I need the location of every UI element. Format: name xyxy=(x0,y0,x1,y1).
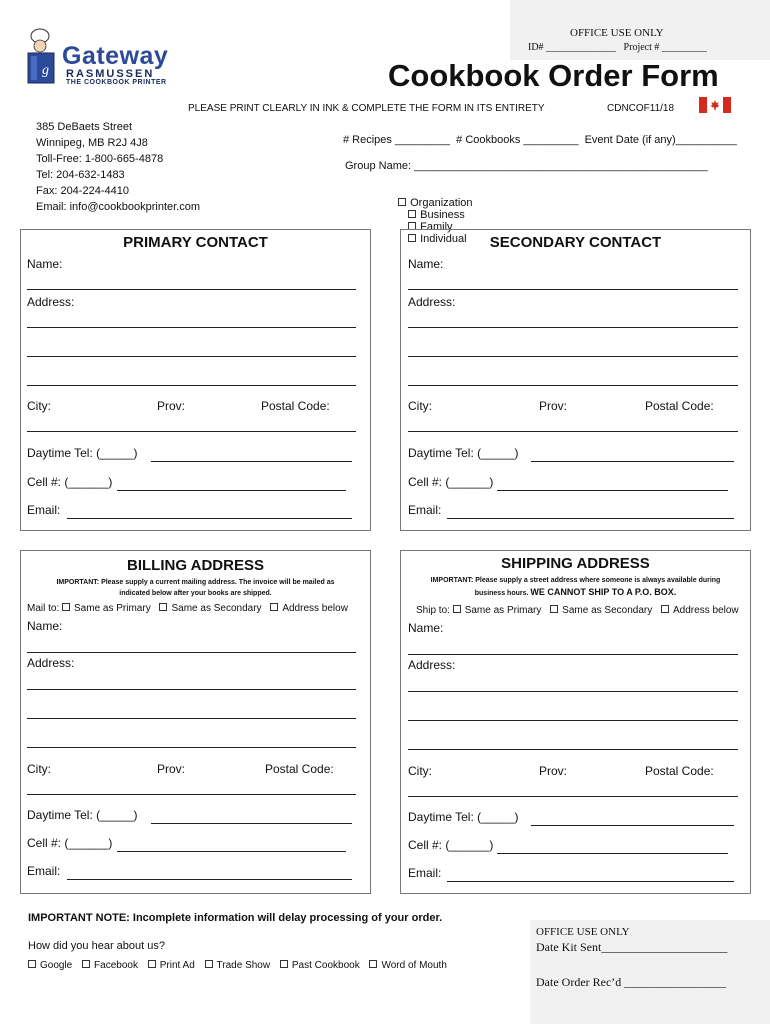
shipping-ship-to-options: Ship to: Same as Primary Same as Secondary Address below xyxy=(416,605,739,616)
checkbox-icon xyxy=(62,603,70,611)
secondary-contact-section xyxy=(400,229,751,531)
office-use-fields: ID# ______________ Project # _________ xyxy=(528,42,707,53)
checkbox-icon xyxy=(270,603,278,611)
secondary-name-field[interactable] xyxy=(408,289,738,290)
shipping-address-line2[interactable] xyxy=(408,720,738,721)
hear-google-checkbox[interactable]: Google xyxy=(28,960,72,971)
checkbox-icon xyxy=(661,605,669,613)
shipping-cell-field[interactable] xyxy=(497,853,728,854)
shipping-address-section xyxy=(400,550,751,894)
billing-daytime-field[interactable] xyxy=(151,823,352,824)
address-email: Email: info@cookbookprinter.com xyxy=(36,201,201,213)
form-instructions: PLEASE PRINT CLEARLY IN INK & COMPLETE THE FORM IN ITS ENTIRETY xyxy=(188,103,545,114)
hear-trade-show-checkbox[interactable]: Trade Show xyxy=(205,960,271,971)
address-tollfree: Toll-Free: 1-800-665-4878 xyxy=(36,153,164,165)
billing-email-label: Email: xyxy=(27,864,61,878)
secondary-address-label: Address: xyxy=(408,295,456,309)
primary-cell-label: Cell #: (______) xyxy=(27,475,113,489)
billing-address-line2[interactable] xyxy=(27,718,356,719)
svg-text:g: g xyxy=(42,63,49,78)
secondary-email-field[interactable] xyxy=(447,518,734,519)
date-kit-sent-field: Date Kit Sent_____________________ xyxy=(536,940,728,954)
form-title: Cookbook Order Form xyxy=(388,58,719,93)
shipping-same-secondary-checkbox[interactable]: Same as Secondary xyxy=(550,605,652,616)
logo-tagline: THE COOKBOOK PRINTER xyxy=(66,79,167,86)
secondary-cell-field[interactable] xyxy=(497,490,728,491)
form-code: CDNCOF11/18 xyxy=(607,103,675,114)
billing-title: BILLING ADDRESS xyxy=(127,557,264,574)
shipping-title: SHIPPING ADDRESS xyxy=(501,555,650,572)
hear-facebook-checkbox[interactable]: Facebook xyxy=(82,960,138,971)
billing-name-field[interactable] xyxy=(27,652,356,653)
office-use-title: OFFICE USE ONLY xyxy=(570,27,664,39)
date-order-received-field: Date Order Rec’d _________________ xyxy=(536,975,727,989)
billing-cell-field[interactable] xyxy=(117,851,346,852)
secondary-email-label: Email: xyxy=(408,503,442,517)
billing-note-line2: indicated below after your books are shipped. xyxy=(119,590,272,597)
group-name-line[interactable]: Group Name: ________________________________________________ xyxy=(345,160,708,172)
shipping-address-line3[interactable] xyxy=(408,749,738,750)
secondary-city-label: City: xyxy=(408,399,432,413)
checkbox-icon xyxy=(82,960,90,968)
shipping-note-line1: IMPORTANT: Please supply a street address where someone is always available during xyxy=(430,577,721,584)
shipping-name-field[interactable] xyxy=(408,654,738,655)
billing-postal-label: Postal Code: xyxy=(265,762,334,776)
billing-city-label: City: xyxy=(27,762,51,776)
primary-cell-field[interactable] xyxy=(117,490,346,491)
canada-flag-icon xyxy=(699,97,731,113)
shipping-email-label: Email: xyxy=(408,866,442,880)
company-address xyxy=(36,119,200,215)
secondary-address-line3[interactable] xyxy=(408,385,738,386)
chef-book-icon xyxy=(22,26,62,86)
shipping-city-label: City: xyxy=(408,764,432,778)
primary-email-label: Email: xyxy=(27,503,61,517)
primary-address-line1[interactable] xyxy=(27,327,356,328)
secondary-daytime-label: Daytime Tel: (_____) xyxy=(408,446,519,460)
shipping-prov-label: Prov: xyxy=(539,764,568,778)
secondary-prov-label: Prov: xyxy=(539,399,568,413)
secondary-contact-title: SECONDARY CONTACT xyxy=(489,234,662,251)
logo-brand-sub: RASMUSSEN xyxy=(66,68,155,80)
secondary-daytime-field[interactable] xyxy=(531,461,734,462)
shipping-po-box-warning: WE CANNOT SHIP TO A P.O. BOX. xyxy=(530,587,677,597)
checkbox-icon xyxy=(550,605,558,613)
shipping-address-line1[interactable] xyxy=(408,691,738,692)
billing-name-label: Name: xyxy=(27,619,63,633)
shipping-address-label: Address: xyxy=(408,658,456,672)
type-individual-checkbox[interactable]: Individual xyxy=(408,233,466,245)
billing-daytime-label: Daytime Tel: (_____) xyxy=(27,808,138,822)
primary-email-field[interactable] xyxy=(67,518,352,519)
billing-email-field[interactable] xyxy=(67,879,352,880)
hear-about-us-options xyxy=(28,960,454,971)
checkbox-icon xyxy=(453,605,461,613)
secondary-name-label: Name: xyxy=(408,257,444,271)
logo-brand-name: Gateway xyxy=(62,42,169,70)
primary-address-label: Address: xyxy=(27,295,75,309)
office-use-bottom xyxy=(530,920,770,1024)
billing-city-field[interactable] xyxy=(27,794,356,795)
primary-contact-title: PRIMARY CONTACT xyxy=(123,234,268,251)
billing-address-line3[interactable] xyxy=(27,747,356,748)
hear-past-cookbook-checkbox[interactable]: Past Cookbook xyxy=(280,960,360,971)
shipping-daytime-field[interactable] xyxy=(531,825,734,826)
primary-address-line3[interactable] xyxy=(27,385,356,386)
shipping-email-field[interactable] xyxy=(447,881,734,882)
primary-postal-label: Postal Code: xyxy=(261,399,330,413)
billing-mail-to-options: Mail to: Same as Primary Same as Secondary Address below xyxy=(27,603,348,614)
order-counts-line[interactable]: # Recipes _________ # Cookbooks _________ Event Date (if any)__________ xyxy=(343,134,737,146)
checkbox-icon xyxy=(159,603,167,611)
office-use-bottom-title: OFFICE USE ONLY xyxy=(536,926,630,938)
billing-note-line1: IMPORTANT: Please supply a current mailing address. The invoice will be mailed as xyxy=(56,579,335,586)
primary-name-label: Name: xyxy=(27,257,63,271)
checkbox-icon xyxy=(148,960,156,968)
checkbox-icon xyxy=(28,960,36,968)
company-logo xyxy=(22,26,192,88)
shipping-address-below-checkbox[interactable]: Address below xyxy=(661,605,739,616)
billing-cell-label: Cell #: (______) xyxy=(27,836,113,850)
primary-daytime-field[interactable] xyxy=(151,461,352,462)
hear-print-ad-checkbox[interactable]: Print Ad xyxy=(148,960,195,971)
secondary-address-line2[interactable] xyxy=(408,356,738,357)
primary-city-field[interactable] xyxy=(27,431,356,432)
checkbox-icon xyxy=(398,198,406,206)
address-street: 385 DeBaets Street xyxy=(36,121,133,133)
primary-daytime-label: Daytime Tel: (_____) xyxy=(27,446,138,460)
checkbox-icon xyxy=(408,210,416,218)
billing-prov-label: Prov: xyxy=(157,762,186,776)
type-business-checkbox[interactable]: Business xyxy=(408,209,465,221)
shipping-city-field[interactable] xyxy=(408,796,738,797)
shipping-name-label: Name: xyxy=(408,621,444,635)
secondary-address-line1[interactable] xyxy=(408,327,738,328)
primary-city-label: City: xyxy=(27,399,51,413)
primary-name-field[interactable] xyxy=(27,289,356,290)
secondary-cell-label: Cell #: (______) xyxy=(408,475,494,489)
primary-address-line2[interactable] xyxy=(27,356,356,357)
checkbox-icon xyxy=(280,960,288,968)
primary-prov-label: Prov: xyxy=(157,399,186,413)
type-family-checkbox[interactable]: Family xyxy=(408,221,452,233)
secondary-city-field[interactable] xyxy=(408,431,738,432)
address-tel: Tel: 204-632-1483 xyxy=(36,169,125,181)
shipping-cell-label: Cell #: (______) xyxy=(408,838,494,852)
billing-same-primary-checkbox[interactable]: Same as Primary xyxy=(62,603,151,614)
hear-about-us-question: How did you hear about us? xyxy=(28,940,165,952)
secondary-postal-label: Postal Code: xyxy=(645,399,714,413)
primary-contact-section xyxy=(20,229,371,531)
billing-address-line1[interactable] xyxy=(27,689,356,690)
address-city: Winnipeg, MB R2J 4J8 xyxy=(36,137,148,149)
billing-address-below-checkbox[interactable]: Address below xyxy=(270,603,348,614)
shipping-postal-label: Postal Code: xyxy=(645,764,714,778)
shipping-note-line2: business hours. WE CANNOT SHIP TO A P.O. BOX. xyxy=(474,587,677,597)
shipping-daytime-label: Daytime Tel: (_____) xyxy=(408,810,519,824)
billing-address-label: Address: xyxy=(27,656,75,670)
important-note: IMPORTANT NOTE: Incomplete information will delay processing of your order. xyxy=(28,912,443,924)
shipping-same-primary-checkbox[interactable]: Same as Primary xyxy=(453,605,542,616)
billing-same-secondary-checkbox[interactable]: Same as Secondary xyxy=(159,603,261,614)
hear-word-of-mouth-checkbox[interactable]: Word of Mouth xyxy=(369,960,446,971)
type-organization-checkbox[interactable]: Organization xyxy=(398,197,472,209)
checkbox-icon xyxy=(369,960,377,968)
billing-address-section xyxy=(20,550,371,894)
office-use-top xyxy=(510,0,770,60)
address-fax: Fax: 204-224-4410 xyxy=(36,185,129,197)
checkbox-icon xyxy=(205,960,213,968)
